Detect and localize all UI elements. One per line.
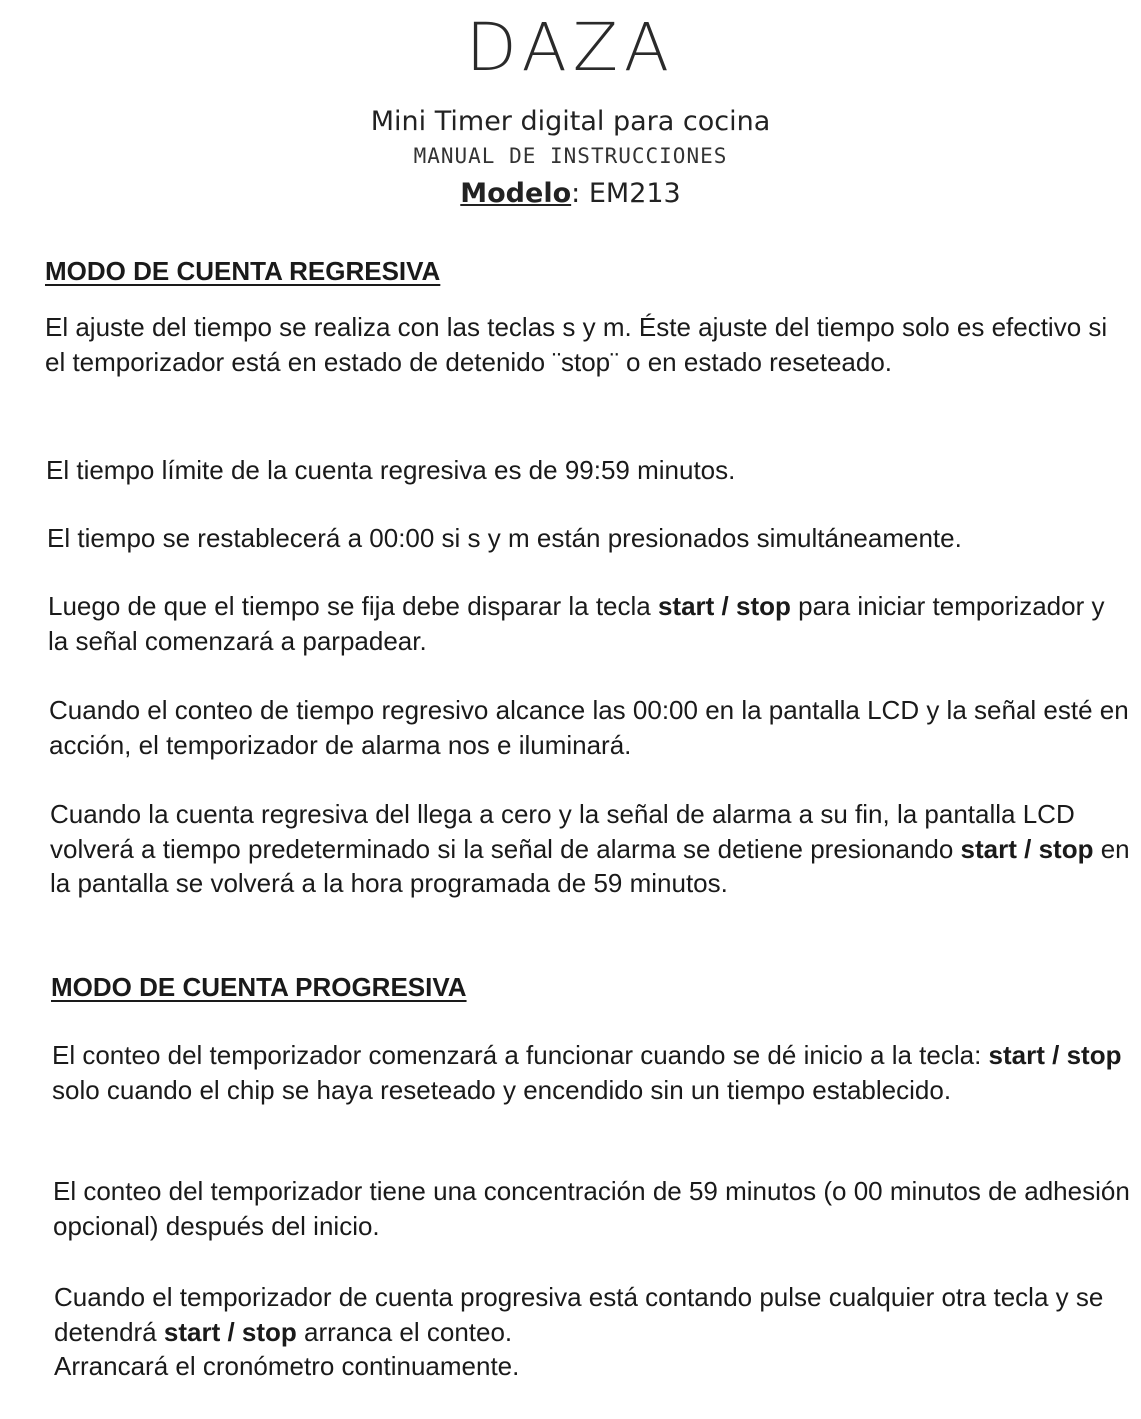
start-stop-key-label: start / stop bbox=[163, 1316, 297, 1347]
p9-text-d: Arrancará el cronómetro continuamente. bbox=[54, 1351, 520, 1381]
countdown-paragraph-1: El ajuste del tiempo se realiza con las teclas s y m. Éste ajuste del tiempo solo es efectivo si el temporizador está en estado de detenido ¨stop¨ o en estado reseteado. bbox=[45, 312, 1108, 377]
start-stop-key-label: start / stop bbox=[988, 1040, 1122, 1070]
product-subtitle: Mini Timer digital para cocina bbox=[370, 106, 771, 137]
countup-paragraph-3 bbox=[54, 1280, 1134, 1384]
manual-heading: MANUAL DE INSTRUCCIONES bbox=[413, 144, 728, 168]
countup-paragraph-2: El conteo del temporizador tiene una concentración de 59 minutos (o 00 minutos de adhesión opcional) después del inicio. bbox=[53, 1176, 1130, 1241]
countdown-paragraph-6 bbox=[50, 797, 1130, 901]
countdown-section-title: MODO DE CUENTA REGRESIVA bbox=[45, 256, 441, 286]
model-label: Modelo bbox=[460, 178, 572, 209]
p7-text-a: El conteo del temporizador comenzará a funcionar cuando se dé inicio a la tecla: bbox=[52, 1040, 989, 1070]
model-separator: : bbox=[571, 178, 581, 209]
countdown-paragraph-5: Cuando el conteo de tiempo regresivo alcance las 00:00 en la pantalla LCD y la señal esté en acción, el temporizador de alarma nos e iluminará. bbox=[49, 695, 1129, 760]
countdown-paragraph-3: El tiempo se restablecerá a 00:00 si s y m están presionados simultáneamente. bbox=[47, 523, 962, 553]
brand-title: DAZA bbox=[465, 9, 676, 86]
countdown-paragraph-2: El tiempo límite de la cuenta regresiva es de 99:59 minutos. bbox=[46, 455, 736, 485]
model-line bbox=[0, 176, 1141, 212]
p9-text-c: arranca el conteo. bbox=[296, 1316, 513, 1347]
countdown-paragraph-4 bbox=[48, 589, 1128, 658]
p9-text-a: Cuando el temporizador de cuenta progresiva está contando pulse cualquier otra tecla y se detendrá bbox=[54, 1282, 1104, 1347]
start-stop-key-label: start / stop bbox=[657, 591, 791, 621]
p4-text-c: para iniciar temporizador y la señal comenzará a parpadear. bbox=[48, 591, 1105, 656]
p7-text-c: solo cuando el chip se haya reseteado y encendido sin un tiempo establecido. bbox=[52, 1074, 952, 1105]
p6-text-c: en la pantalla se volverá a la hora programada de 59 minutos. bbox=[50, 833, 1130, 898]
p4-text-a: Luego de que el tiempo se fija debe disparar la tecla bbox=[48, 591, 658, 621]
p6-text-a: Cuando la cuenta regresiva del llega a cero y la señal de alarma a su fin, la pantalla LCD volverá a tiempo predeterminado si la señal de alarma se detiene presionando bbox=[50, 799, 1075, 864]
model-value: EM213 bbox=[580, 178, 681, 209]
countup-section-title: MODO DE CUENTA PROGRESIVA bbox=[51, 972, 467, 1002]
start-stop-key-label: start / stop bbox=[960, 833, 1094, 864]
countup-paragraph-1 bbox=[52, 1038, 1132, 1107]
